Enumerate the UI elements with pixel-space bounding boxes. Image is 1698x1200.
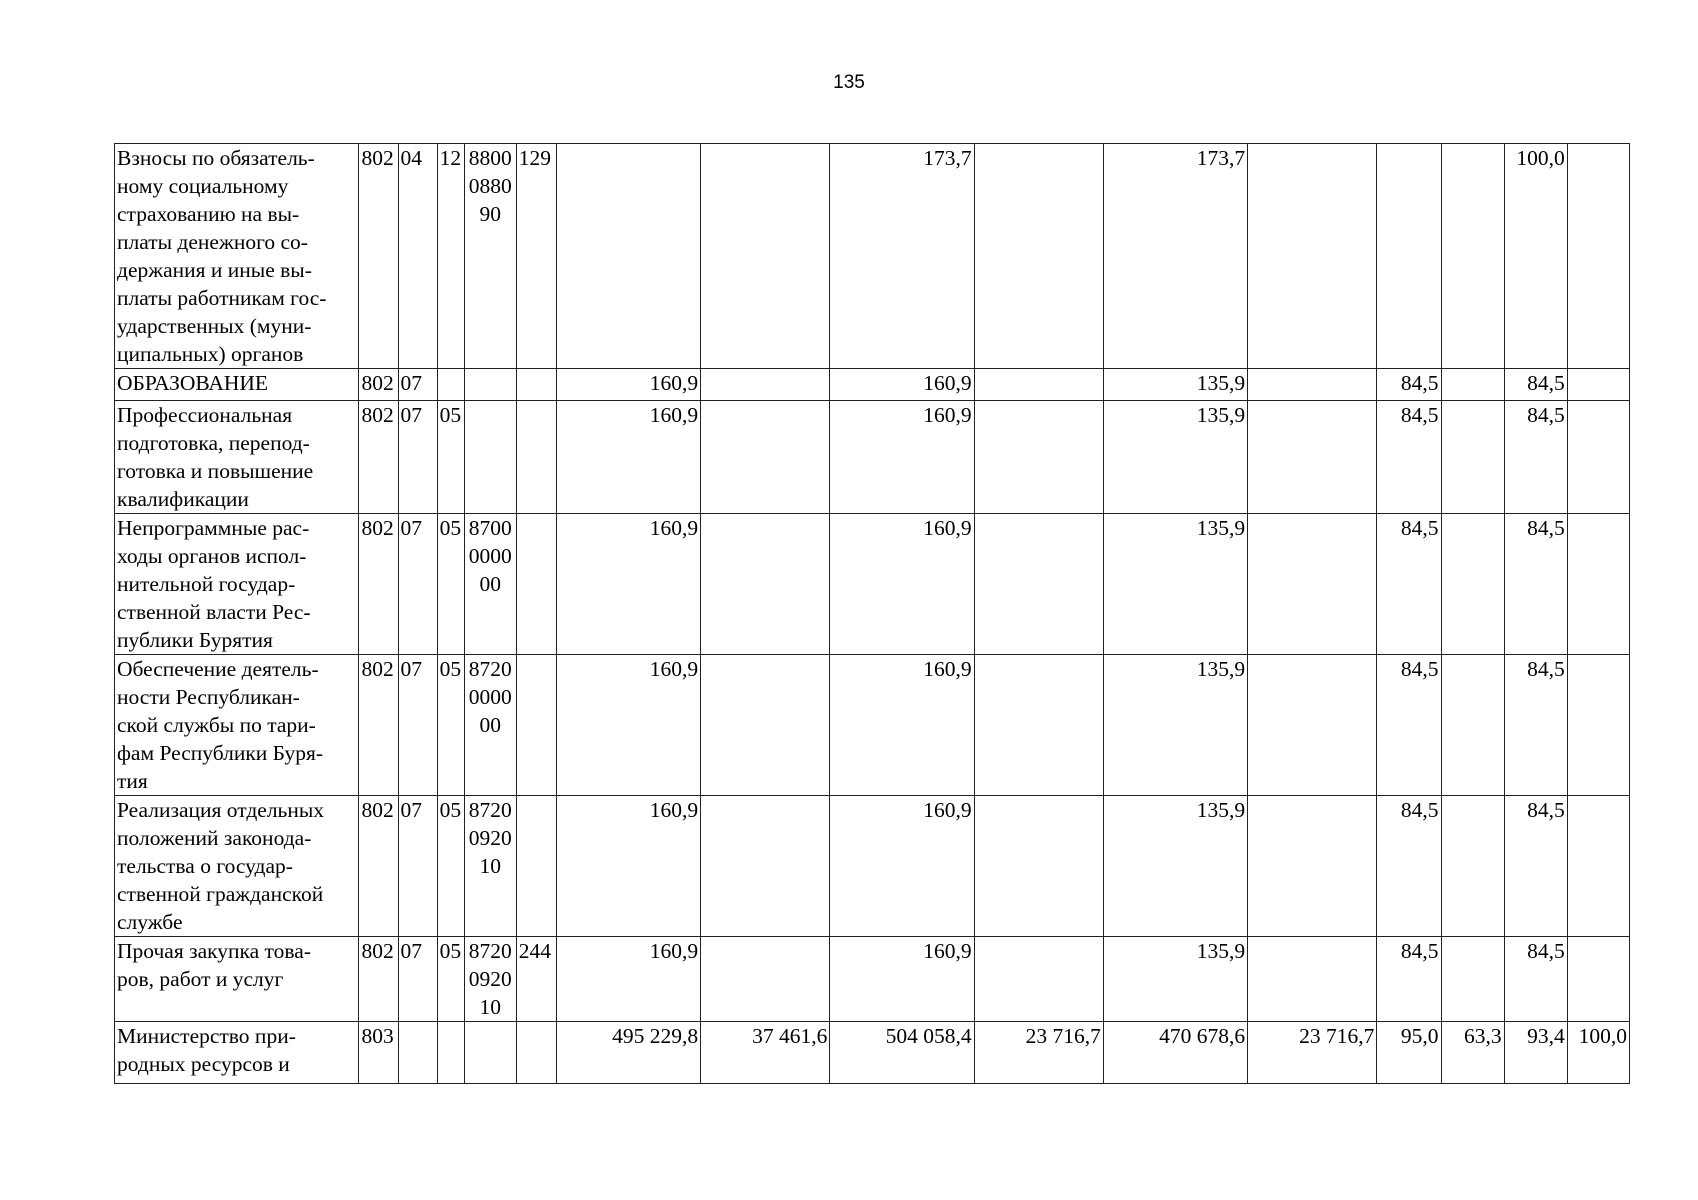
target-article-code-line: 8800 bbox=[468, 146, 512, 170]
value-cell bbox=[556, 144, 700, 369]
value-cell bbox=[974, 401, 1103, 514]
value-cell bbox=[1567, 514, 1629, 655]
row-name-line: Профессиональная bbox=[117, 403, 293, 427]
value-cell: 160,9 bbox=[556, 514, 700, 655]
value-cell bbox=[974, 144, 1103, 369]
row-name-line: Обеспечение деятель- bbox=[117, 657, 319, 681]
expense-type-code: 244 bbox=[516, 937, 556, 1022]
value-cell: 135,9 bbox=[1103, 796, 1247, 937]
value-cell bbox=[701, 937, 830, 1022]
value-cell bbox=[1441, 937, 1504, 1022]
value-cell bbox=[974, 796, 1103, 937]
row-name bbox=[115, 1022, 359, 1084]
target-article-code-line: 0000 bbox=[468, 685, 512, 709]
grbs-code: 802 bbox=[359, 514, 398, 655]
target-article-code-line: 00 bbox=[479, 572, 501, 596]
subsection-code: 12 bbox=[437, 144, 464, 369]
value-cell bbox=[1441, 655, 1504, 796]
value-cell bbox=[1567, 401, 1629, 514]
value-cell bbox=[974, 655, 1103, 796]
value-cell: 84,5 bbox=[1504, 937, 1567, 1022]
target-article-code bbox=[464, 144, 516, 369]
row-name-line: квалификации bbox=[117, 487, 249, 511]
value-cell: 93,4 bbox=[1504, 1022, 1567, 1084]
budget-table-body bbox=[115, 144, 1630, 1084]
table-row bbox=[115, 796, 1630, 937]
value-cell bbox=[1567, 796, 1629, 937]
row-name-line: Взносы по обязатель- bbox=[117, 146, 315, 170]
value-cell: 84,5 bbox=[1377, 937, 1441, 1022]
subsection-code bbox=[437, 369, 464, 401]
value-cell bbox=[1441, 144, 1504, 369]
table-row bbox=[115, 514, 1630, 655]
value-cell bbox=[1248, 796, 1377, 937]
target-article-code-line: 0000 bbox=[468, 544, 512, 568]
value-cell: 135,9 bbox=[1103, 401, 1247, 514]
row-name-line: положений законода- bbox=[117, 826, 312, 850]
row-name bbox=[115, 655, 359, 796]
section-code: 07 bbox=[398, 796, 437, 937]
value-cell: 84,5 bbox=[1377, 796, 1441, 937]
grbs-code: 802 bbox=[359, 369, 398, 401]
value-cell: 160,9 bbox=[556, 655, 700, 796]
value-cell bbox=[1377, 144, 1441, 369]
target-article-code bbox=[464, 369, 516, 401]
value-cell bbox=[1248, 655, 1377, 796]
table-row bbox=[115, 1022, 1630, 1084]
value-cell bbox=[974, 369, 1103, 401]
table-row bbox=[115, 937, 1630, 1022]
subsection-code: 05 bbox=[437, 796, 464, 937]
section-code: 07 bbox=[398, 514, 437, 655]
row-name-line: ному социальному bbox=[117, 174, 289, 198]
grbs-code: 802 bbox=[359, 655, 398, 796]
value-cell bbox=[974, 937, 1103, 1022]
expense-type-code bbox=[516, 514, 556, 655]
row-name-line: родных ресурсов и bbox=[117, 1052, 290, 1076]
value-cell bbox=[1248, 144, 1377, 369]
value-cell: 135,9 bbox=[1103, 514, 1247, 655]
row-name-line: платы работникам гос- bbox=[117, 286, 327, 310]
row-name-line: ров, работ и услуг bbox=[117, 967, 284, 991]
value-cell: 135,9 bbox=[1103, 655, 1247, 796]
row-name bbox=[115, 514, 359, 655]
section-code: 07 bbox=[398, 401, 437, 514]
target-article-code bbox=[464, 1022, 516, 1084]
value-cell bbox=[1441, 401, 1504, 514]
value-cell bbox=[1248, 514, 1377, 655]
expense-type-code bbox=[516, 369, 556, 401]
target-article-code bbox=[464, 514, 516, 655]
expense-type-code: 129 bbox=[516, 144, 556, 369]
row-name bbox=[115, 369, 359, 401]
target-article-code bbox=[464, 796, 516, 937]
row-name bbox=[115, 796, 359, 937]
row-name-line: ципальных) органов bbox=[117, 342, 304, 366]
value-cell bbox=[701, 514, 830, 655]
section-code: 04 bbox=[398, 144, 437, 369]
value-cell bbox=[1441, 514, 1504, 655]
value-cell: 37 461,6 bbox=[701, 1022, 830, 1084]
row-name-line: ходы органов испол- bbox=[117, 544, 307, 568]
target-article-code-line: 90 bbox=[479, 202, 501, 226]
value-cell: 160,9 bbox=[830, 369, 974, 401]
target-article-code-line: 0920 bbox=[468, 826, 512, 850]
row-name-line: нительной государ- bbox=[117, 572, 296, 596]
value-cell bbox=[1441, 369, 1504, 401]
row-name-line: платы денежного со- bbox=[117, 230, 308, 254]
row-name-line: публики Бурятия bbox=[117, 628, 273, 652]
value-cell bbox=[1441, 796, 1504, 937]
value-cell: 135,9 bbox=[1103, 937, 1247, 1022]
row-name-line: тельства о государ- bbox=[117, 854, 293, 878]
grbs-code: 802 bbox=[359, 144, 398, 369]
row-name-line: ОБРАЗОВАНИЕ bbox=[117, 371, 269, 395]
grbs-code: 802 bbox=[359, 937, 398, 1022]
subsection-code: 05 bbox=[437, 514, 464, 655]
table-row bbox=[115, 401, 1630, 514]
value-cell bbox=[701, 369, 830, 401]
row-name-line: ударственных (муни- bbox=[117, 314, 312, 338]
value-cell bbox=[1567, 655, 1629, 796]
value-cell bbox=[1567, 144, 1629, 369]
expense-type-code bbox=[516, 655, 556, 796]
target-article-code-line: 10 bbox=[479, 854, 501, 878]
value-cell bbox=[1567, 937, 1629, 1022]
value-cell: 160,9 bbox=[830, 796, 974, 937]
target-article-code-line: 8720 bbox=[468, 798, 512, 822]
value-cell: 160,9 bbox=[830, 937, 974, 1022]
target-article-code-line: 8720 bbox=[468, 657, 512, 681]
table-row bbox=[115, 144, 1630, 369]
grbs-code: 803 bbox=[359, 1022, 398, 1084]
value-cell bbox=[701, 144, 830, 369]
target-article-code-line: 0880 bbox=[468, 174, 512, 198]
value-cell: 160,9 bbox=[556, 401, 700, 514]
value-cell: 160,9 bbox=[556, 369, 700, 401]
grbs-code: 802 bbox=[359, 401, 398, 514]
value-cell: 100,0 bbox=[1567, 1022, 1629, 1084]
value-cell: 470 678,6 bbox=[1103, 1022, 1247, 1084]
row-name-line: Реализация отдельных bbox=[117, 798, 325, 822]
row-name-line: ности Республикан- bbox=[117, 685, 300, 709]
subsection-code: 05 bbox=[437, 401, 464, 514]
value-cell: 173,7 bbox=[830, 144, 974, 369]
value-cell bbox=[1248, 937, 1377, 1022]
expense-type-code bbox=[516, 1022, 556, 1084]
value-cell: 160,9 bbox=[830, 514, 974, 655]
row-name-line: ственной гражданской bbox=[117, 882, 324, 906]
row-name-line: готовка и повышение bbox=[117, 459, 314, 483]
value-cell: 63,3 bbox=[1441, 1022, 1504, 1084]
value-cell: 84,5 bbox=[1504, 796, 1567, 937]
target-article-code bbox=[464, 655, 516, 796]
row-name-line: Министерство при- bbox=[117, 1024, 296, 1048]
value-cell bbox=[1248, 369, 1377, 401]
grbs-code: 802 bbox=[359, 796, 398, 937]
value-cell bbox=[1248, 401, 1377, 514]
table-row bbox=[115, 369, 1630, 401]
value-cell bbox=[701, 796, 830, 937]
section-code bbox=[398, 1022, 437, 1084]
value-cell bbox=[974, 514, 1103, 655]
target-article-code-line: 8720 bbox=[468, 939, 512, 963]
subsection-code: 05 bbox=[437, 937, 464, 1022]
row-name bbox=[115, 144, 359, 369]
value-cell: 84,5 bbox=[1377, 655, 1441, 796]
target-article-code-line: 0920 bbox=[468, 967, 512, 991]
row-name-line: тия bbox=[117, 769, 148, 793]
row-name-line: держания и иные вы- bbox=[117, 258, 312, 282]
value-cell: 84,5 bbox=[1504, 514, 1567, 655]
subsection-code bbox=[437, 1022, 464, 1084]
value-cell: 23 716,7 bbox=[974, 1022, 1103, 1084]
row-name bbox=[115, 937, 359, 1022]
table-row bbox=[115, 655, 1630, 796]
row-name-line: Прочая закупка това- bbox=[117, 939, 311, 963]
value-cell bbox=[701, 401, 830, 514]
expense-type-code bbox=[516, 796, 556, 937]
value-cell: 84,5 bbox=[1377, 369, 1441, 401]
row-name-line: подготовка, перепод- bbox=[117, 431, 310, 455]
value-cell: 160,9 bbox=[556, 937, 700, 1022]
value-cell: 160,9 bbox=[830, 655, 974, 796]
target-article-code-line: 10 bbox=[479, 995, 501, 1019]
row-name-line: ственной власти Рес- bbox=[117, 600, 311, 624]
value-cell: 84,5 bbox=[1377, 514, 1441, 655]
value-cell: 173,7 bbox=[1103, 144, 1247, 369]
row-name-line: ской службы по тари- bbox=[117, 713, 316, 737]
target-article-code bbox=[464, 401, 516, 514]
value-cell bbox=[1567, 369, 1629, 401]
value-cell: 84,5 bbox=[1504, 369, 1567, 401]
row-name bbox=[115, 401, 359, 514]
page-number: 135 bbox=[833, 72, 865, 93]
target-article-code-line: 00 bbox=[479, 713, 501, 737]
value-cell: 504 058,4 bbox=[830, 1022, 974, 1084]
value-cell: 84,5 bbox=[1504, 655, 1567, 796]
section-code: 07 bbox=[398, 369, 437, 401]
row-name-line: службе bbox=[117, 910, 183, 934]
value-cell: 100,0 bbox=[1504, 144, 1567, 369]
expense-type-code bbox=[516, 401, 556, 514]
subsection-code: 05 bbox=[437, 655, 464, 796]
value-cell: 160,9 bbox=[556, 796, 700, 937]
value-cell: 23 716,7 bbox=[1248, 1022, 1377, 1084]
value-cell: 160,9 bbox=[830, 401, 974, 514]
value-cell: 84,5 bbox=[1504, 401, 1567, 514]
value-cell: 495 229,8 bbox=[556, 1022, 700, 1084]
value-cell: 95,0 bbox=[1377, 1022, 1441, 1084]
value-cell: 84,5 bbox=[1377, 401, 1441, 514]
row-name-line: Непрограммные рас- bbox=[117, 516, 310, 540]
row-name-line: страхованию на вы- bbox=[117, 202, 300, 226]
section-code: 07 bbox=[398, 655, 437, 796]
target-article-code-line: 8700 bbox=[468, 516, 512, 540]
target-article-code bbox=[464, 937, 516, 1022]
row-name-line: фам Республики Буря- bbox=[117, 741, 324, 765]
section-code: 07 bbox=[398, 937, 437, 1022]
value-cell bbox=[701, 655, 830, 796]
budget-table bbox=[114, 143, 1630, 1084]
value-cell: 135,9 bbox=[1103, 369, 1247, 401]
